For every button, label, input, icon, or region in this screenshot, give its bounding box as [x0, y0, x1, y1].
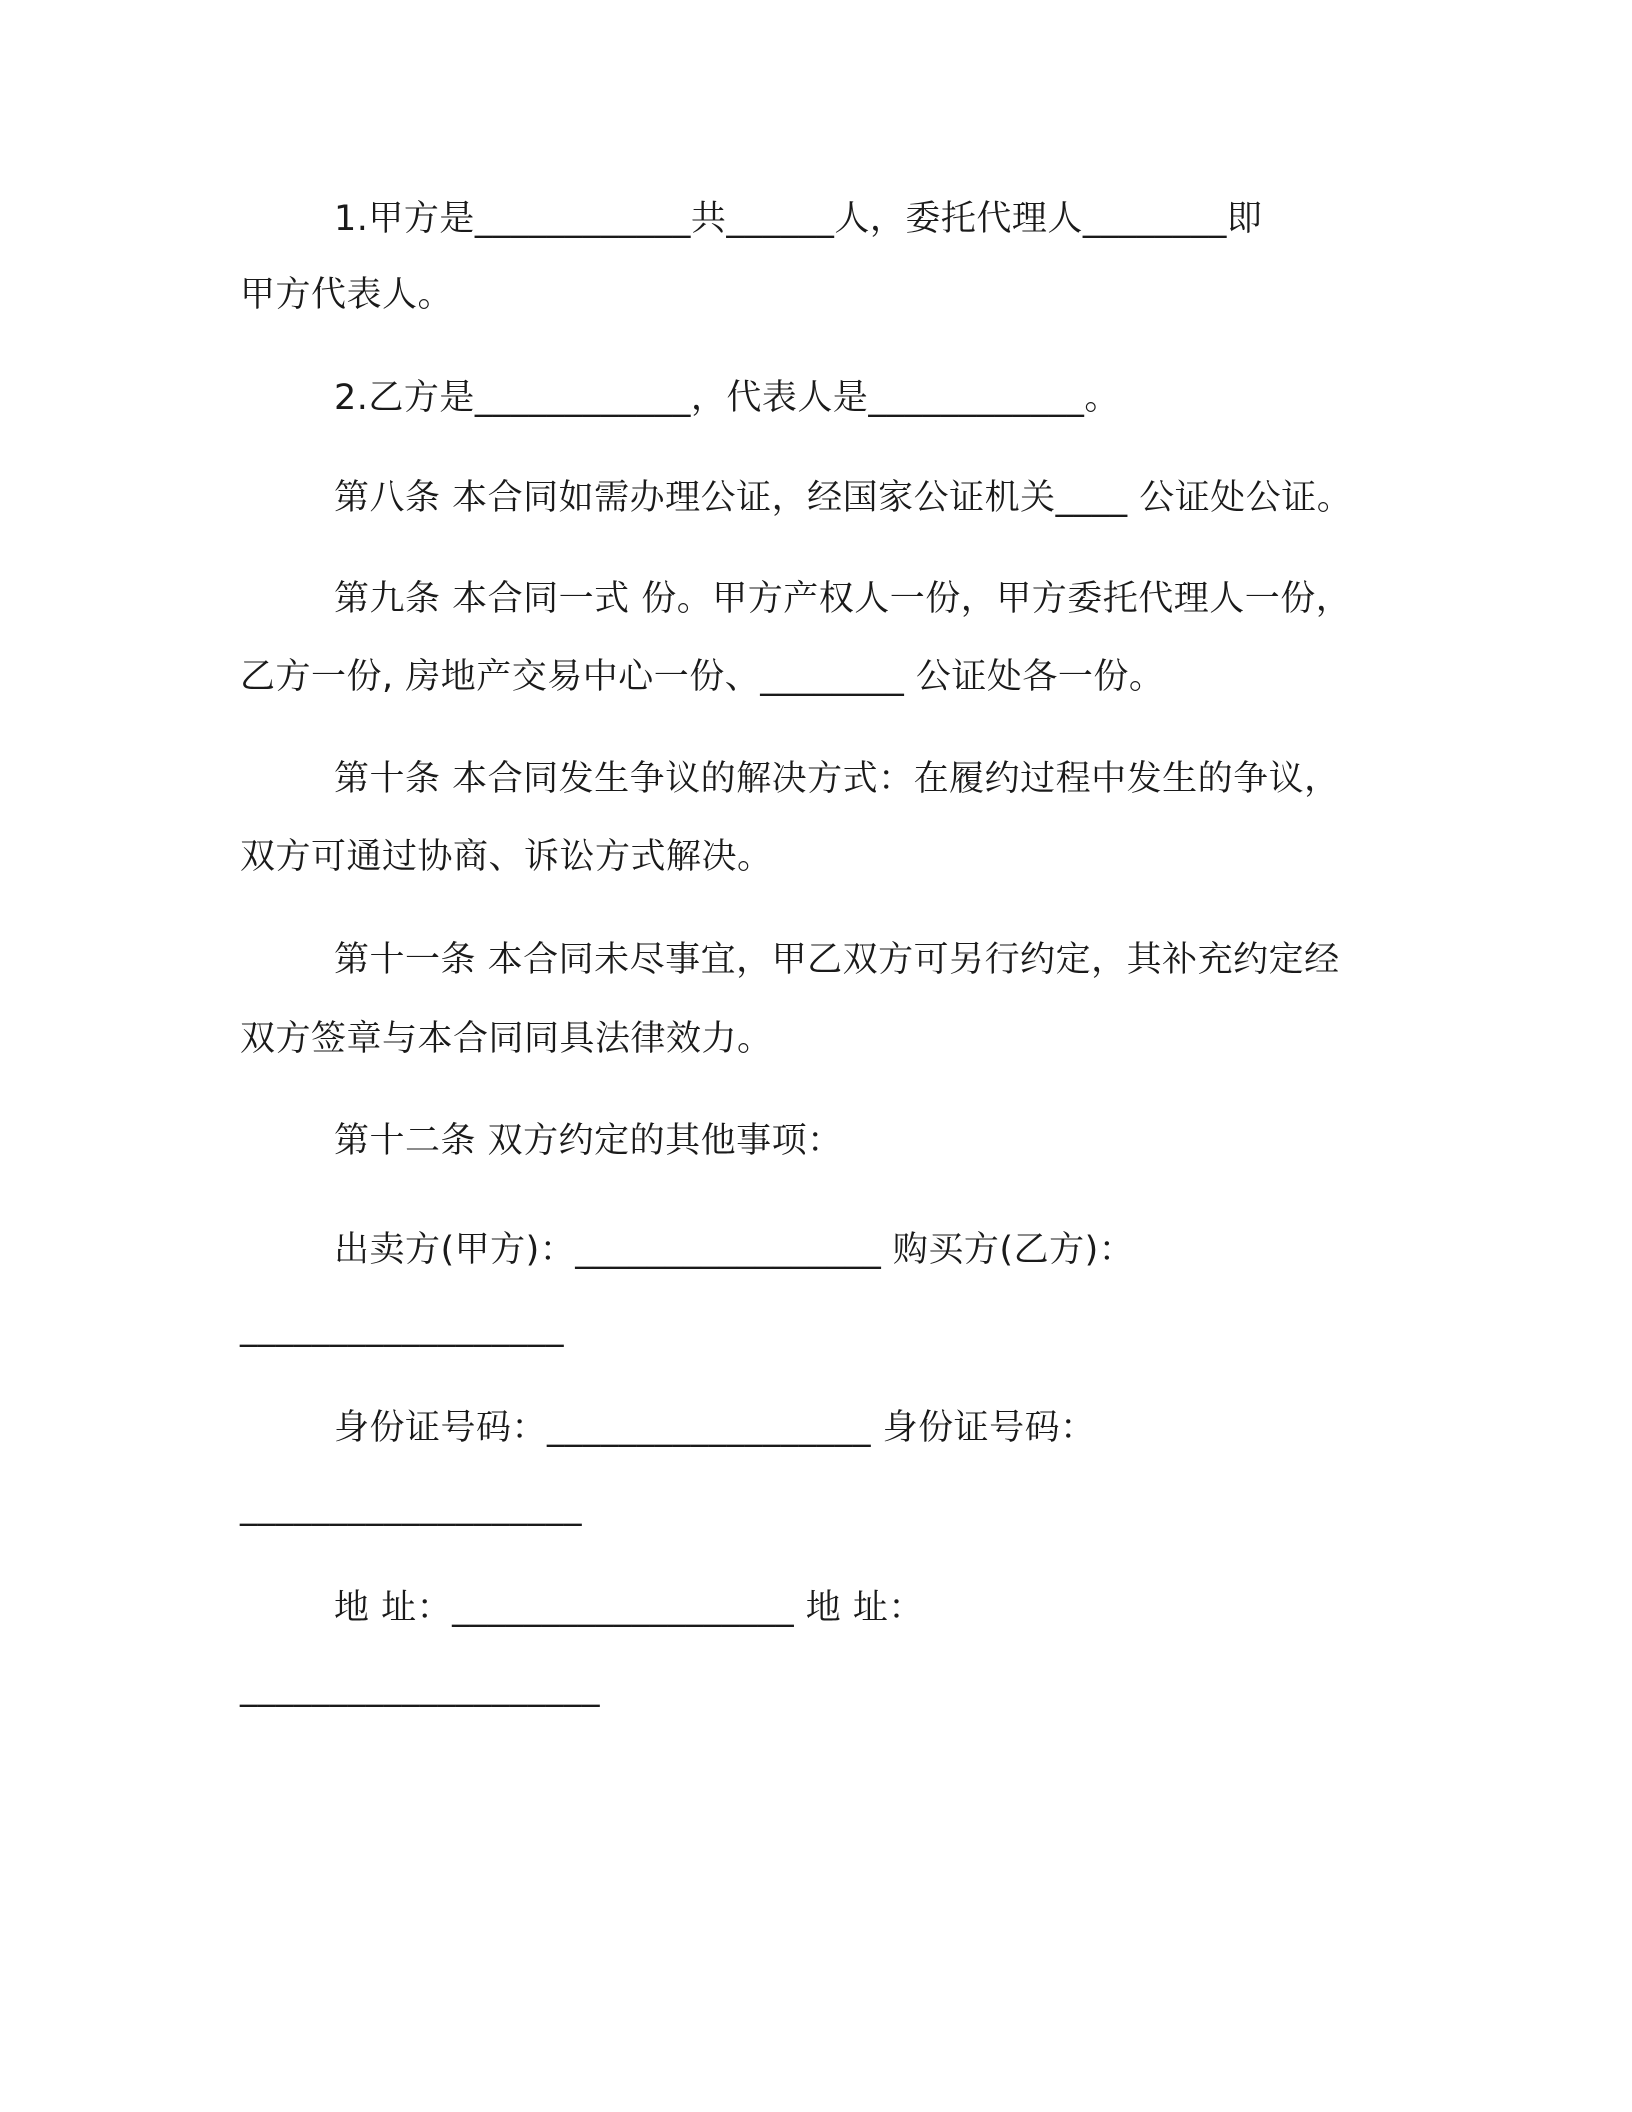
id-number-row: 身份证号码：__________________ 身份证号码：: [334, 1408, 1096, 1448]
article-12: 第十二条 双方约定的其他事项：: [334, 1121, 843, 1161]
signature-seller-buyer: 出卖方(甲方)：_________________ 购买方(乙方)：: [334, 1230, 1135, 1270]
article-8: 第八条 本合同如需办理公证，经国家公证机关____ 公证处公证。: [334, 478, 1353, 518]
address-blank: ____________________: [240, 1668, 600, 1708]
article-11-line-2: 双方签章与本合同同具法律效力。: [240, 1019, 773, 1059]
signature-buyer-blank: __________________: [240, 1308, 564, 1348]
article-10-line-2: 双方可通过协商、诉讼方式解决。: [240, 837, 773, 877]
article-9-line-1: 第九条 本合同一式 份。甲方产权人一份，甲方委托代理人一份，: [334, 579, 1352, 619]
clause-party-a-line-2: 甲方代表人。: [240, 275, 454, 315]
id-number-blank: ___________________: [240, 1487, 582, 1527]
article-11-line-1: 第十一条 本合同未尽事宜，甲乙双方可另行约定，其补充约定经: [334, 940, 1340, 980]
article-9-line-2: 乙方一份, 房地产交易中心一份、________ 公证处各一份。: [240, 657, 1165, 697]
clause-party-b: 2.乙方是____________，代表人是____________。: [334, 378, 1120, 418]
address-row: 地 址：___________________ 地 址：: [334, 1588, 924, 1628]
clause-party-a-line-1: 1.甲方是____________共______人，委托代理人________即: [334, 199, 1263, 239]
article-10-line-1: 第十条 本合同发生争议的解决方式：在履约过程中发生的争议，: [334, 759, 1340, 799]
